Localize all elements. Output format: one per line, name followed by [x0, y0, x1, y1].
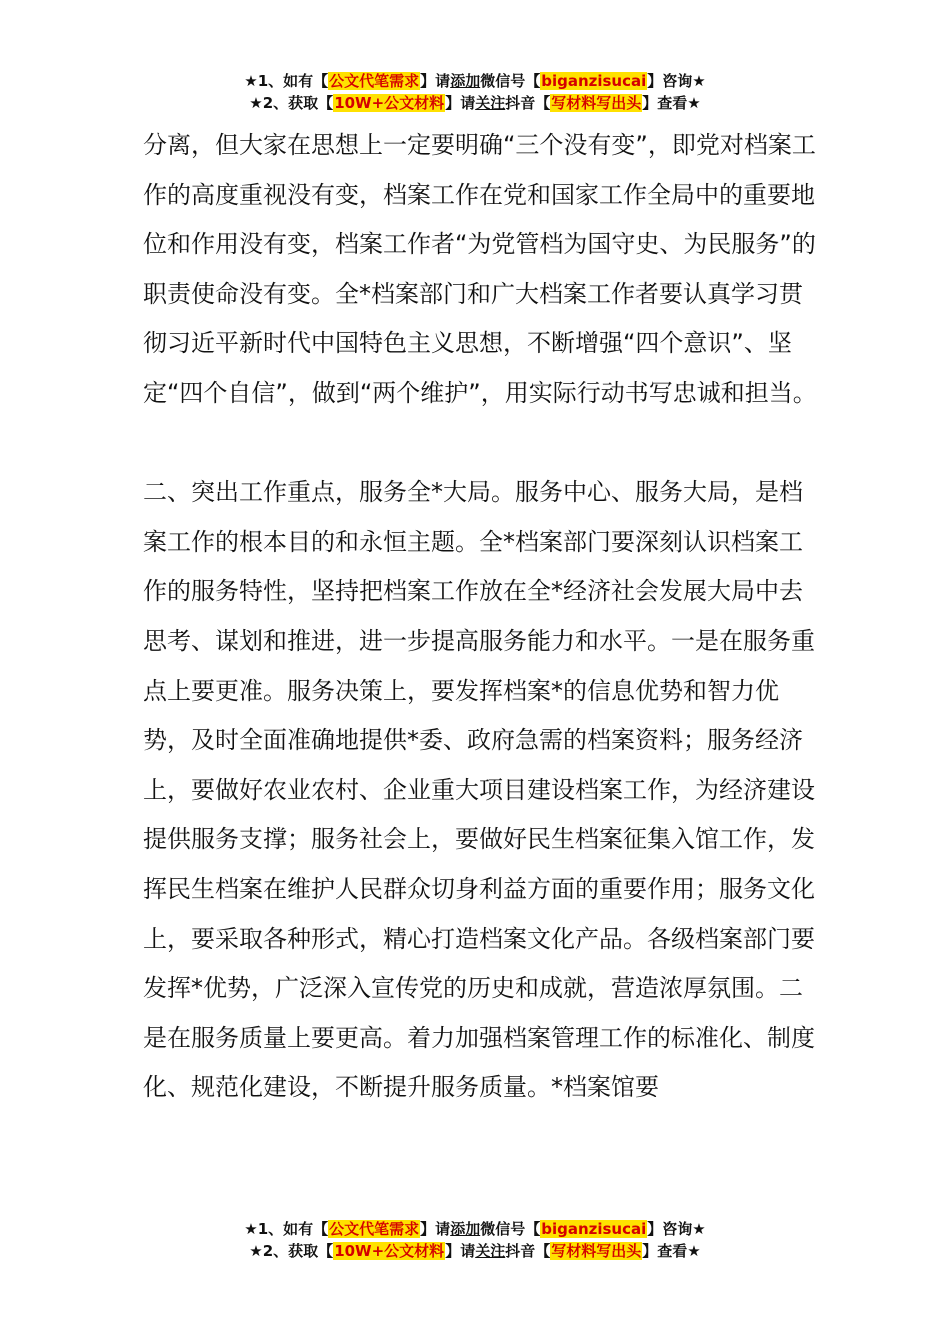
banner-line-1: ★1、如有【公文代笔需求】请添加微信号【biganzisucai】咨询★	[244, 72, 706, 90]
paragraph-2: 二、突出工作重点，服务全*大局。服务中心、服务大局，是档案工作的根本目的和永恒主题。全*档案部门要深刻认识档案工作的服务特性，坚持把档案工作放在全*经济社会发展大局中去思考、谋划和推进，进一步提高服务能力和水平。一是在服务重点上要更准。服务决策上，要发挥档案*的信息优势和智力优势，及时全面准确地提供*委、政府急需的档案资料；服务经济上，要做好农业农村、企业重大项目建设档案工作，为经济建设提供服务支撑；服务社会上，要做好民生档案征集入馆工作，发挥民生档案在维护人民群众切身利益方面的重要作用；服务文化上，要采取各种形式，精心打造档案文化产品。各级档案部门要发挥*优势，广泛深入宣传党的历史和成就，营造浓厚氛围。二是在服务质量上要更高。着力加强档案管理工作的标准化、制度化、规范化建设，不断提升服务质量。*档案馆要	[143, 478, 815, 1102]
document-body	[143, 121, 823, 1113]
paragraph-gap	[143, 419, 823, 469]
highlight-douyin: 写材料写出头	[551, 94, 642, 112]
highlight-douyin: 写材料写出头	[551, 1242, 642, 1260]
footer-banner	[0, 1218, 950, 1262]
banner-line-2: ★2、获取【10W+公文材料】请关注抖音【写材料写出头】查看★	[249, 1242, 701, 1260]
header-banner	[0, 70, 950, 114]
highlight-wechat-id: biganzisucai	[541, 1220, 647, 1238]
highlight-service: 公文代笔需求	[329, 72, 420, 90]
highlight-service: 公文代笔需求	[329, 1220, 420, 1238]
highlight-materials: 10W+公文材料	[334, 94, 445, 112]
banner-line-2: ★2、获取【10W+公文材料】请关注抖音【写材料写出头】查看★	[249, 94, 701, 112]
paragraph-1: 分离，但大家在思想上一定要明确“三个没有变”，即党对档案工作的高度重视没有变，档案工作在党和国家工作全局中的重要地位和作用没有变，档案工作者“为党管档为国守史、为民服务”的职责使命没有变。全*档案部门和广大档案工作者要认真学习贯彻习近平新时代中国特色主义思想，不断增强“四个意识”、坚定“四个自信”，做到“两个维护”，用实际行动书写忠诚和担当。	[143, 131, 817, 407]
highlight-wechat-id: biganzisucai	[541, 72, 647, 90]
highlight-materials: 10W+公文材料	[334, 1242, 445, 1260]
banner-line-1: ★1、如有【公文代笔需求】请添加微信号【biganzisucai】咨询★	[244, 1220, 706, 1238]
